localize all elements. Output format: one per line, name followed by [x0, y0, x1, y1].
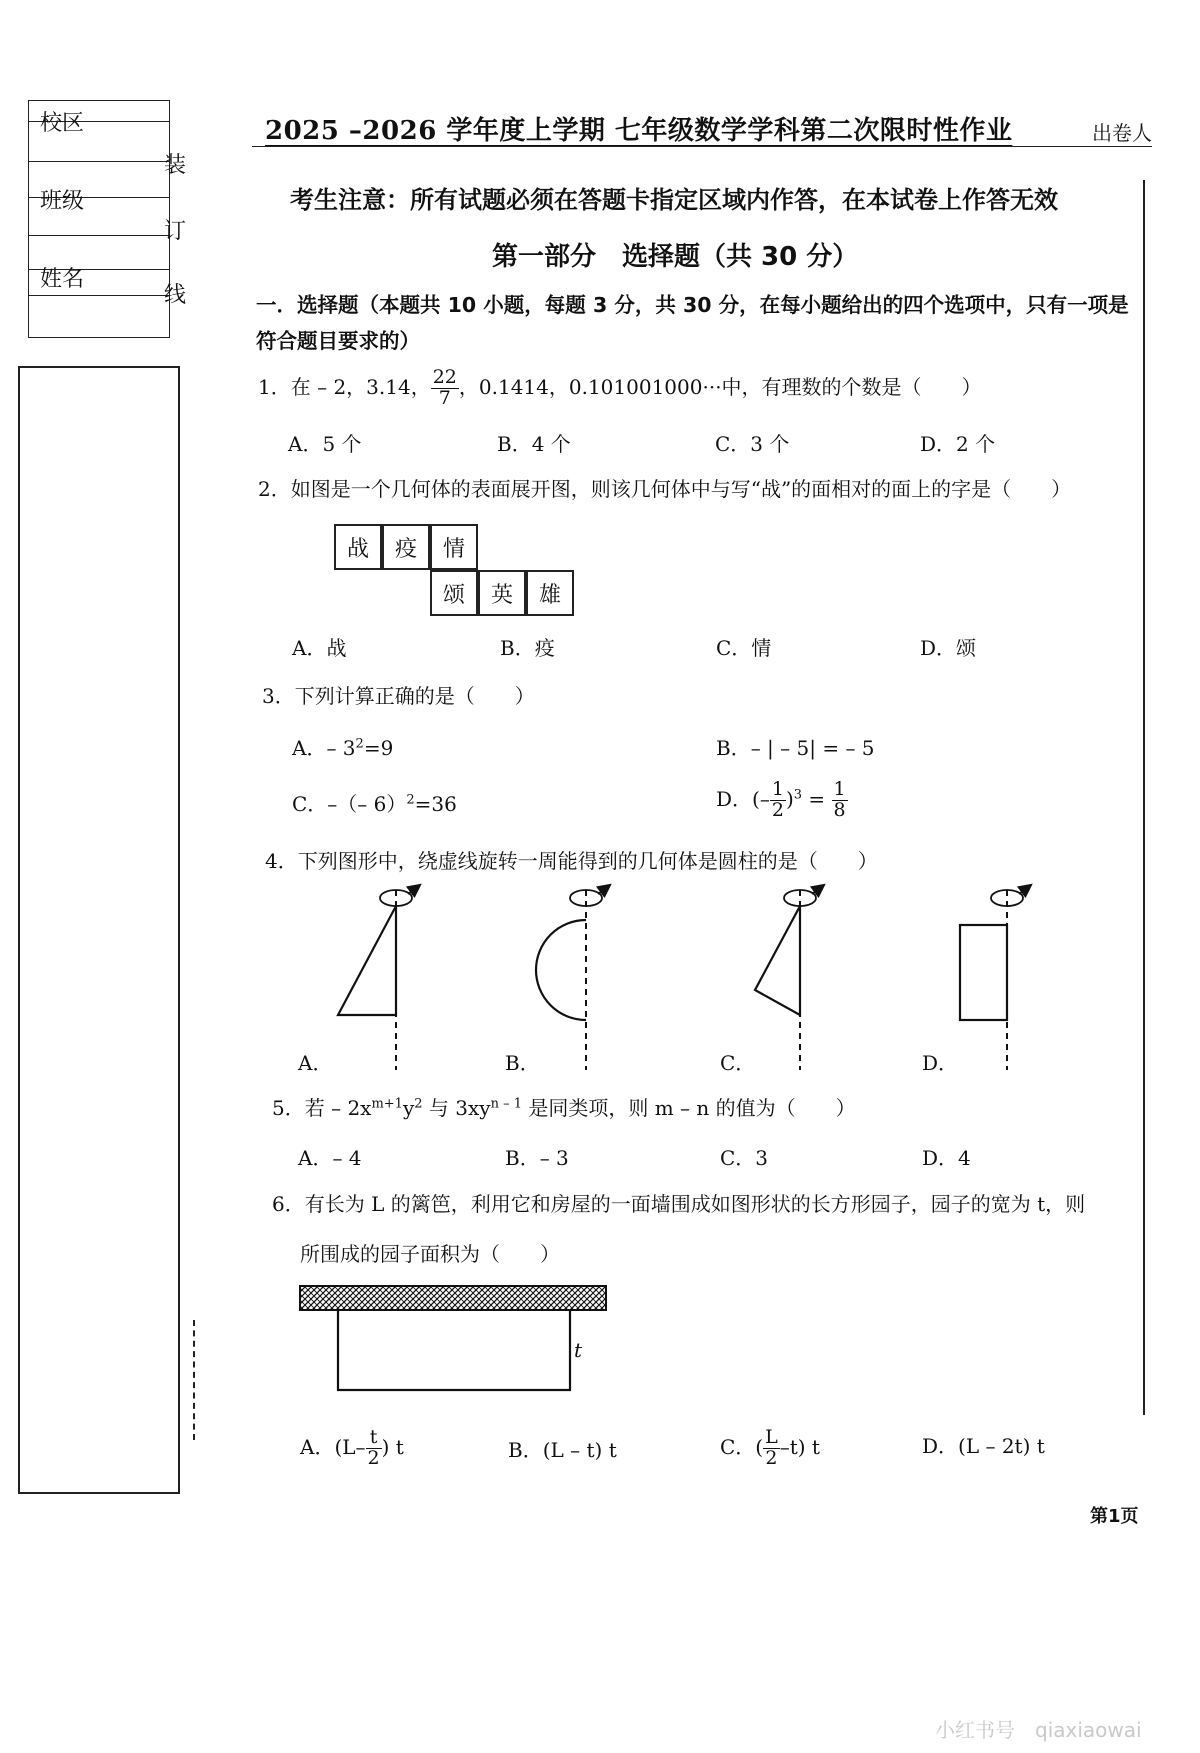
question-3: 3．下列计算正确的是（ ） — [262, 684, 535, 708]
author-label: 出卷人 — [1092, 121, 1152, 145]
q1-frac-num: 22 — [432, 366, 457, 388]
q4-option-a: A． — [298, 1051, 333, 1075]
page-title: 2025 –2026 学年度上学期 七年级数学学科第二次限时性作业 — [265, 116, 1013, 146]
info-divider — [29, 295, 169, 296]
q5-sup3: n – 1 — [490, 1096, 522, 1112]
q3-option-b: B．– | – 5| = – 5 — [716, 736, 875, 760]
net-cell-6: 雄 — [526, 570, 574, 616]
q5-option-b: B．– 3 — [505, 1146, 569, 1170]
q5-mid1: y — [402, 1096, 415, 1120]
watermark: 小红书号 qiaxiaowai — [935, 1718, 1142, 1742]
q6-c-den: 2 — [765, 1446, 778, 1469]
net-cell-5: 英 — [478, 570, 526, 616]
q6-c-pre: C．( — [720, 1434, 764, 1459]
q2-option-c: C．情 — [716, 636, 772, 660]
q6-a-post: ) t — [381, 1434, 404, 1459]
info-divider — [29, 161, 169, 162]
q6-a-frac — [366, 1428, 382, 1469]
net-cell-1: 战 — [334, 524, 382, 570]
q6-option-b: B．(L – t) t — [508, 1438, 617, 1462]
section-heading: 一．选择题（本题共 10 小题，每题 3 分，共 30 分，在每小题给出的四个选项中，只有一项是符合题目要求的） — [256, 293, 1129, 353]
net-cell-2: 疫 — [382, 524, 430, 570]
q5-sup1: m+1 — [371, 1096, 403, 1112]
q1-prefix: 1．在 – 2，3.14， — [258, 374, 431, 399]
question-5 — [272, 1092, 856, 1121]
question-6-line1: 6．有长为 L 的篱笆，利用它和房屋的一面墙围成如图形状的长方形园子，园子的宽为 t，则 — [272, 1192, 1086, 1216]
binding-char-xian: 线 — [164, 283, 187, 308]
info-divider — [29, 235, 169, 236]
q1-option-c: C．3 个 — [715, 432, 790, 456]
q6-option-c — [720, 1428, 820, 1469]
q5-post: 是同类项，则 m – n 的值为（ ） — [522, 1096, 856, 1120]
q3-d-eq: = — [802, 786, 832, 811]
q6-c-num: L — [765, 1426, 778, 1448]
binding-char-ding: 订 — [164, 219, 187, 244]
question-1 — [258, 368, 982, 409]
q4-option-d: D． — [922, 1051, 959, 1075]
q3-d-rden: 8 — [833, 798, 846, 821]
fence — [338, 1310, 570, 1390]
margin-rule — [1143, 180, 1145, 1415]
q3-d-frac — [770, 780, 786, 821]
q3-d-mid: ) — [785, 786, 794, 811]
q6-option-d: D．(L – 2t) t — [922, 1434, 1045, 1458]
q3-option-c — [292, 788, 457, 817]
q1-frac-den: 7 — [438, 386, 451, 409]
q3-option-a — [292, 732, 393, 761]
q3-d-rnum: 1 — [833, 778, 846, 800]
q5-option-d: D．4 — [922, 1146, 971, 1170]
q6-a-num: t — [366, 1428, 382, 1449]
q4-figure-c — [755, 888, 820, 1070]
q3-c-sup: 2 — [406, 792, 415, 808]
q3-d-sup: 3 — [793, 787, 803, 803]
question-6-line2: 所围成的园子面积为（ ） — [300, 1242, 560, 1266]
q1-option-a: A．5 个 — [288, 432, 362, 456]
q5-sup2: 2 — [414, 1096, 423, 1112]
page-number: 第1页 — [1090, 1506, 1139, 1527]
q3-d-rfrac — [832, 780, 848, 821]
q6-option-a — [300, 1428, 404, 1469]
q3-d-num: 1 — [771, 778, 784, 800]
q2-option-d: D．颂 — [920, 636, 977, 660]
q5-option-a: A．– 4 — [298, 1146, 362, 1170]
q4-figure-b — [536, 888, 606, 1070]
q4-option-c: C． — [720, 1051, 756, 1075]
q3-d-pre: D．(– — [716, 786, 770, 811]
question-4: 4．下列图形中，绕虚线旋转一周能得到的几何体是圆柱的是（ ） — [265, 849, 878, 873]
q4-option-b: B． — [505, 1051, 540, 1075]
side-panel — [18, 366, 180, 1494]
q3-c-post: =36 — [414, 792, 457, 816]
q1-fraction — [431, 368, 459, 409]
q4-figure-d — [960, 888, 1027, 1070]
q3-d-den: 2 — [771, 798, 784, 821]
q6-a-den: 2 — [367, 1446, 380, 1469]
q2-option-b: B．疫 — [500, 636, 555, 660]
q3-c-pre: C．–（– 6） — [292, 792, 407, 816]
q1-option-b: B．4 个 — [497, 432, 571, 456]
title-rule — [252, 146, 1152, 147]
q6-c-frac — [763, 1428, 780, 1469]
q3-a-post: =9 — [363, 736, 394, 760]
q6-width-label: t — [574, 1338, 583, 1362]
house-wall — [300, 1286, 606, 1310]
q3-option-d — [716, 780, 848, 821]
q6-c-post: –t) t — [779, 1434, 820, 1459]
school-label: 校区 — [40, 111, 85, 136]
net-cell-4: 颂 — [430, 570, 478, 616]
binding-char-zhuang: 装 — [164, 153, 187, 178]
q1-suffix: ，0.1414，0.101001000···中，有理数的个数是（ ） — [458, 374, 982, 399]
q1-option-d: D．2 个 — [920, 432, 996, 456]
question-2: 2．如图是一个几何体的表面展开图，则该几何体中与写“战”的面相对的面上的字是（ ） — [258, 477, 1072, 501]
q6-garden-figure — [290, 1278, 620, 1408]
q4-figure-a — [338, 888, 416, 1070]
q2-option-a: A．战 — [292, 636, 347, 660]
part-title: 第一部分 选择题（共 30 分） — [492, 242, 859, 272]
q3-a-pre: A．– 3 — [292, 736, 356, 760]
exam-notice: 考生注意：所有试题必须在答题卡指定区域内作答，在本试卷上作答无效 — [290, 186, 1058, 214]
q4-figures — [250, 880, 1050, 1070]
q5-mid2: 与 3xy — [422, 1096, 491, 1120]
q6-a-pre: A．(L– — [300, 1434, 366, 1459]
class-label: 班级 — [40, 189, 85, 214]
q5-pre: 5．若 – 2x — [272, 1096, 372, 1120]
q3-a-sup: 2 — [355, 736, 364, 752]
q5-option-c: C．3 — [720, 1146, 769, 1170]
cut-line — [193, 1320, 195, 1440]
name-label: 姓名 — [40, 267, 85, 292]
net-cell-3: 情 — [430, 524, 478, 570]
